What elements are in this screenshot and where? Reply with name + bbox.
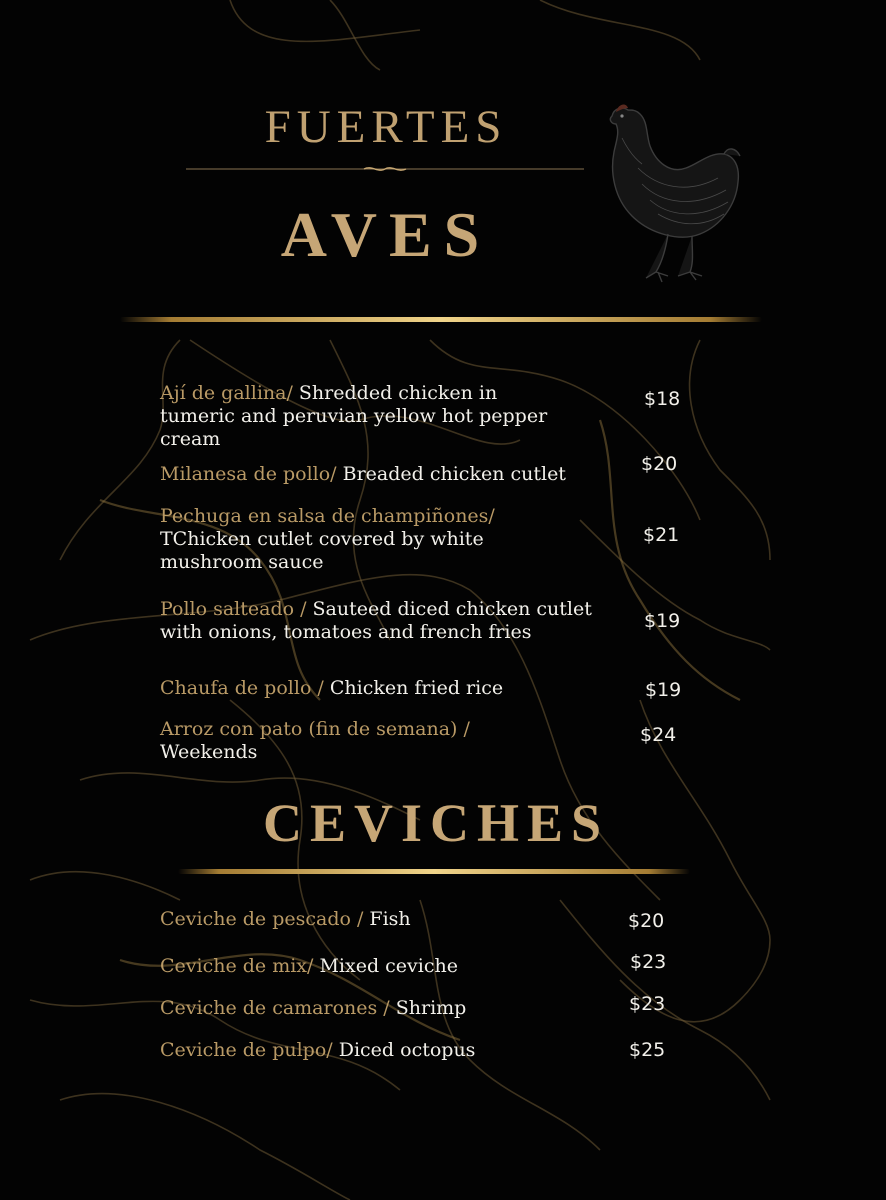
item-price: $21 <box>643 524 680 546</box>
item-name: Pollo salteado / <box>160 598 307 620</box>
item-description: Sauteed diced chicken cutlet with onions, tomatoes and french fries <box>160 598 592 643</box>
item-name: Ají de gallina/ <box>160 382 293 404</box>
item-price: $20 <box>641 453 678 475</box>
item-description: Breaded chicken cutlet <box>336 463 566 485</box>
category-title-aves: AVES <box>280 199 492 270</box>
item-price: $19 <box>645 679 682 701</box>
item-description: Shrimp <box>389 997 467 1019</box>
item-description: Chicken fried rice <box>323 677 504 699</box>
menu-item-ceviche-pescado <box>160 908 580 931</box>
item-description: Fish <box>363 908 411 930</box>
item-price: $23 <box>630 951 667 973</box>
item-name: Ceviche de mix/ <box>160 955 314 977</box>
menu-item-arroz-con-pato <box>160 718 540 764</box>
section-title-fuertes: FUERTES <box>264 101 508 153</box>
item-description: Diced octopus <box>332 1039 476 1061</box>
gold-divider-top <box>120 317 762 322</box>
item-price: $25 <box>629 1039 666 1061</box>
menu-item-ceviche-camarones <box>160 997 580 1020</box>
item-price: $18 <box>644 388 681 410</box>
item-name: Chaufa de pollo / <box>160 677 324 699</box>
ornament-divider <box>186 166 584 172</box>
item-description: Shredded chicken in tumeric and peruvian yellow hot pepper cream <box>160 382 548 450</box>
item-name: Ceviche de pescado / <box>160 908 364 930</box>
item-description: TChicken cutlet covered by white mushroom sauce <box>160 528 484 573</box>
menu-item-ceviche-pulpo <box>160 1039 580 1062</box>
hen-illustration-icon <box>598 98 748 298</box>
item-name: Pechuga en salsa de champiñones/ <box>160 505 495 527</box>
menu-item-pollo-salteado <box>160 598 620 644</box>
item-price: $20 <box>628 910 665 932</box>
item-name: Milanesa de pollo/ <box>160 463 337 485</box>
item-name: Arroz con pato (fin de semana) / <box>160 718 470 740</box>
item-description: Mixed ceviche <box>313 955 458 977</box>
item-name: Ceviche de pulpo/ <box>160 1039 333 1061</box>
menu-item-pechuga-champinones <box>160 505 520 574</box>
item-name: Ceviche de camarones / <box>160 997 390 1019</box>
item-price: $24 <box>640 724 677 746</box>
gold-divider-bottom <box>178 869 690 874</box>
category-title-ceviches: CEVICHES <box>262 793 610 853</box>
menu-item-chaufa-de-pollo <box>160 677 580 700</box>
item-price: $23 <box>629 993 666 1015</box>
item-price: $19 <box>644 610 681 632</box>
menu-item-aji-de-gallina <box>160 382 560 451</box>
item-description: Weekends <box>160 741 258 763</box>
menu-item-milanesa-de-pollo <box>160 463 600 486</box>
menu-item-ceviche-mix <box>160 955 580 978</box>
